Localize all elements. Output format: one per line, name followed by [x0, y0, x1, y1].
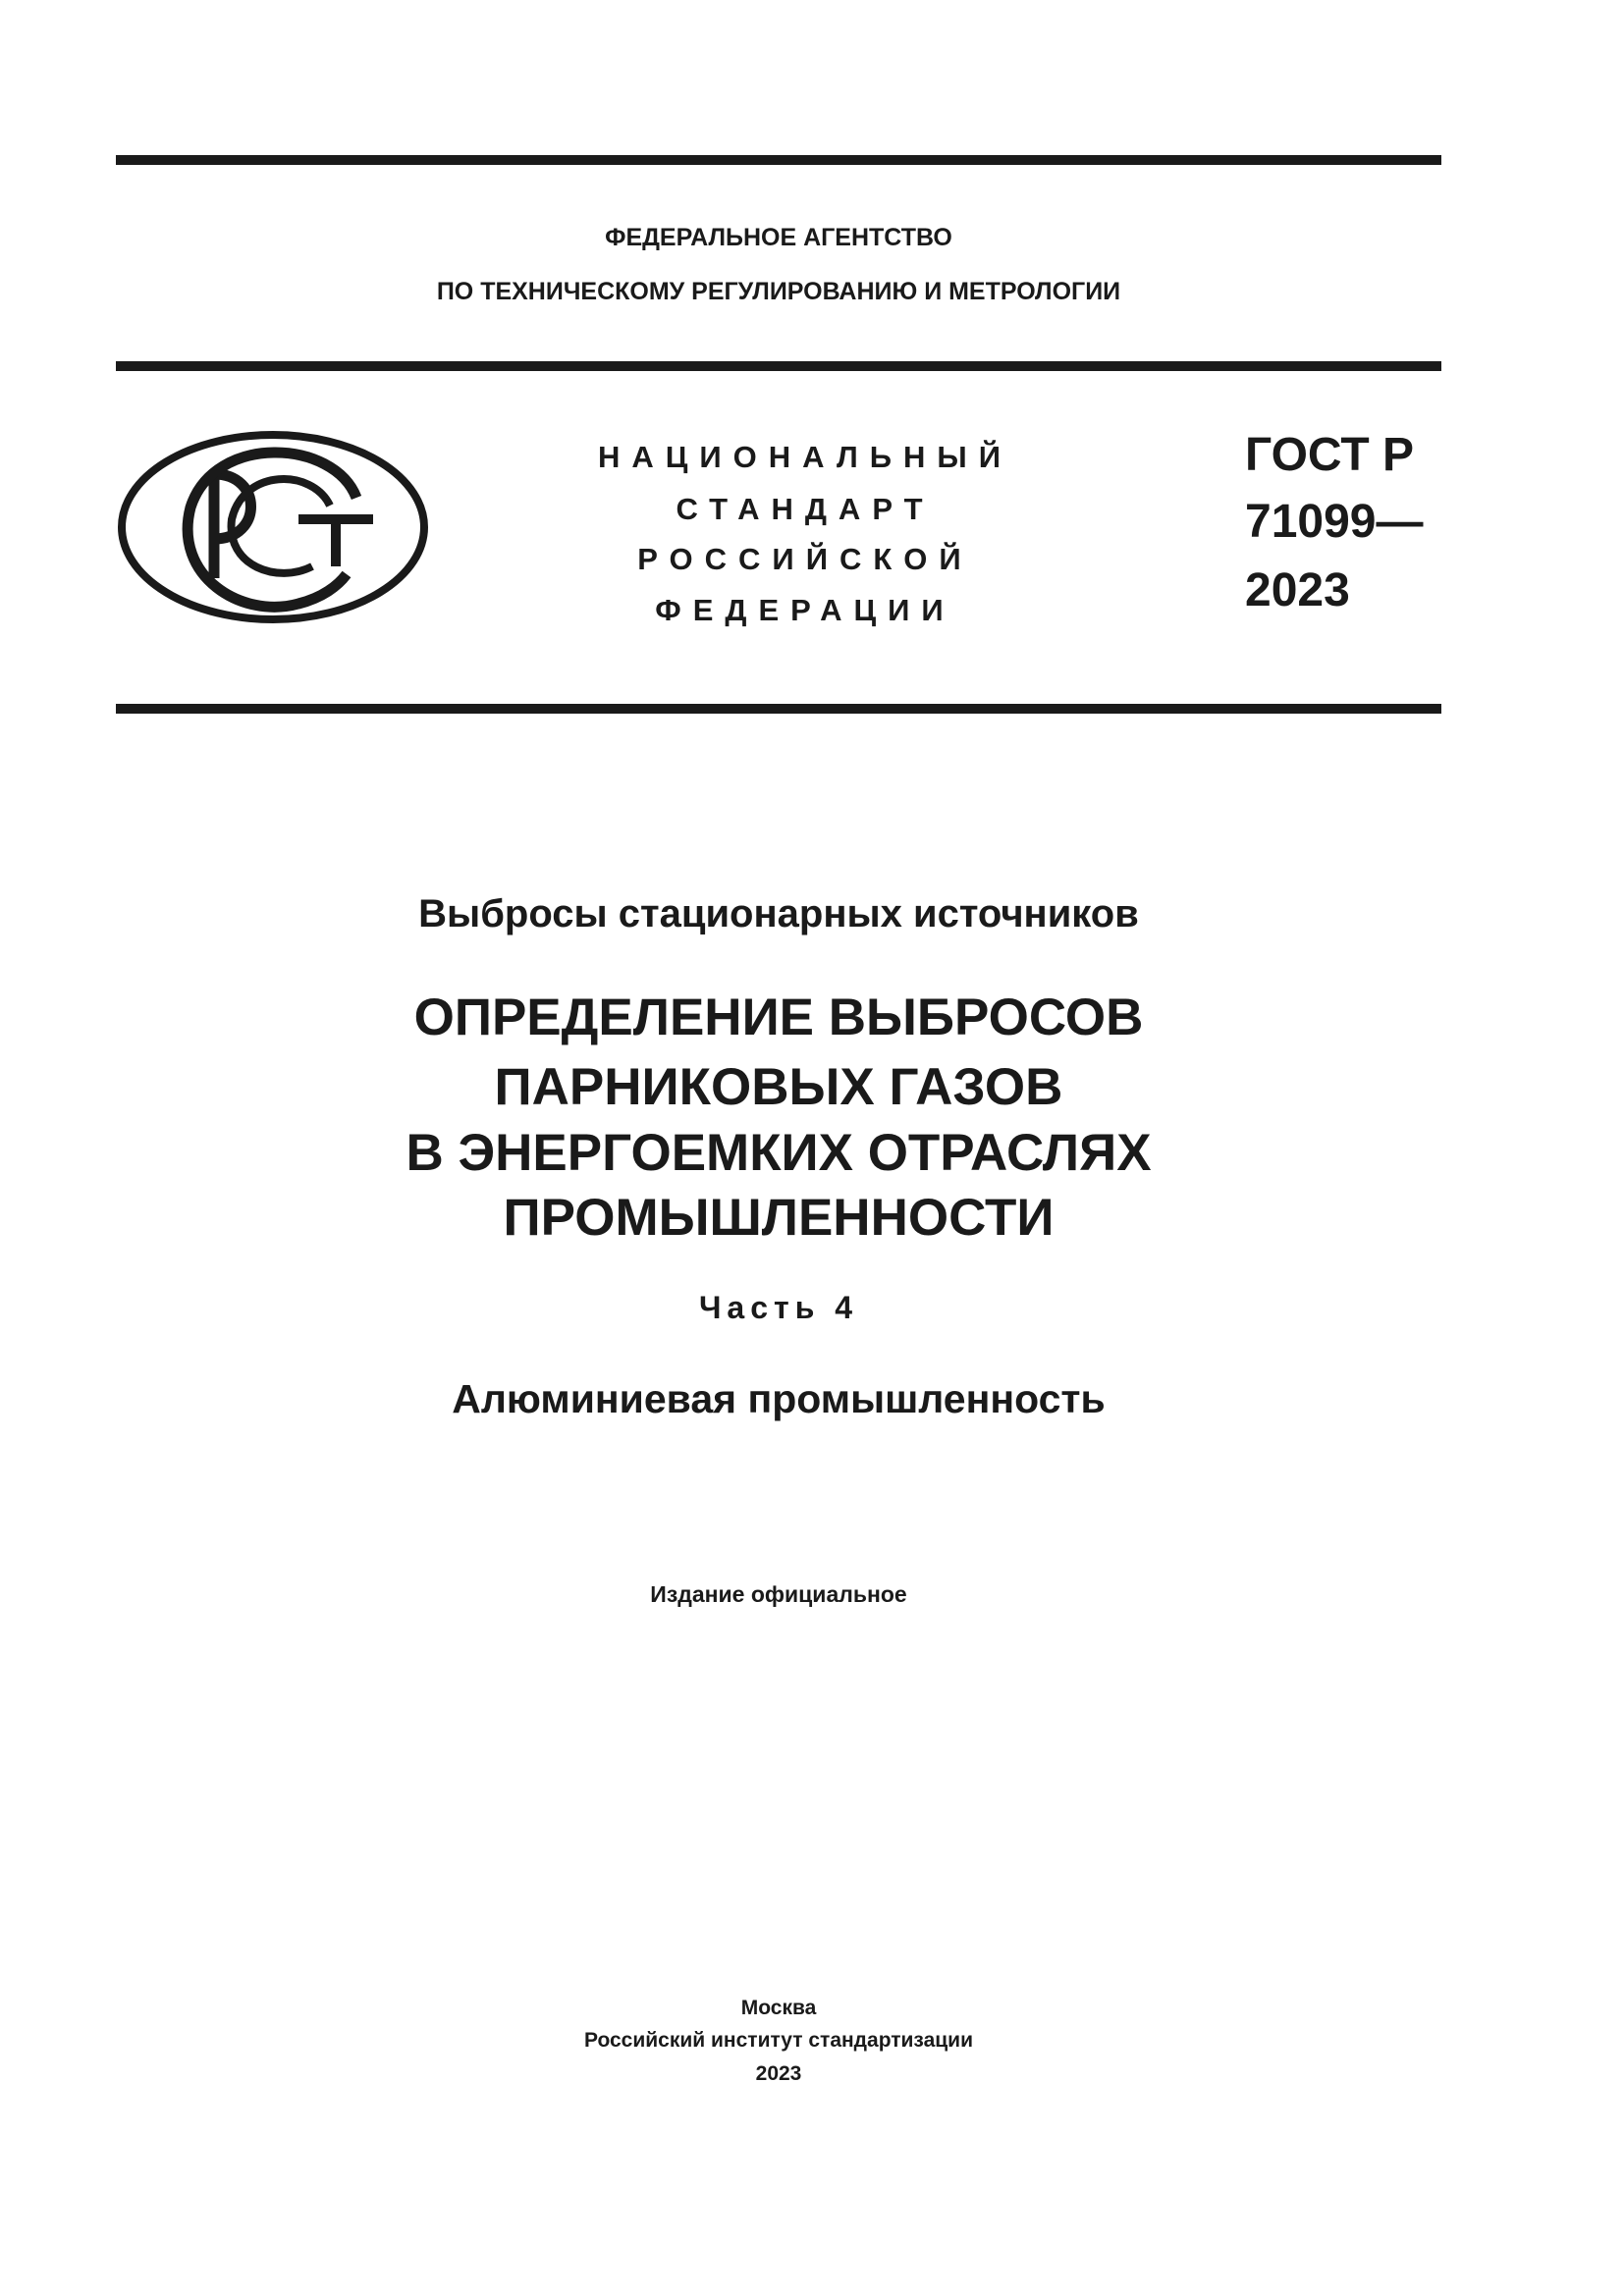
series-title: Выбросы стационарных источников: [418, 892, 1139, 935]
part-label: Часть 4: [698, 1290, 859, 1325]
part-subtitle: Алюминиевая промышленность: [452, 1376, 1106, 1421]
national-standard-line-3: РОССИЙСКОЙ: [637, 542, 973, 576]
agency-rule: [116, 361, 1441, 371]
national-standard-line-1: НАЦИОНАЛЬНЫЙ: [597, 440, 1013, 474]
main-title-line-2: ПАРНИКОВЫХ ГАЗОВ: [494, 1058, 1063, 1116]
gost-code-line-2: 71099—: [1245, 496, 1424, 548]
agency-line-1: ФЕДЕРАЛЬНОЕ АГЕНТСТВО: [605, 224, 952, 251]
agency-line-2: ПО ТЕХНИЧЕСКОМУ РЕГУЛИРОВАНИЮ И МЕТРОЛОГИИ: [436, 278, 1121, 305]
main-title-line-1: ОПРЕДЕЛЕНИЕ ВЫБРОСОВ: [413, 988, 1144, 1046]
national-standard-line-4: ФЕДЕРАЦИИ: [655, 593, 955, 627]
gost-code-line-3: 2023: [1245, 564, 1350, 616]
imprint-year: 2023: [755, 2062, 802, 2085]
gost-code-line-1: ГОСТ Р: [1245, 429, 1415, 481]
header-rule: [116, 704, 1441, 714]
rst-certification-mark-icon: [116, 429, 430, 625]
imprint-city: Москва: [740, 1997, 817, 2019]
main-title-line-4: ПРОМЫШЛЕННОСТИ: [503, 1189, 1055, 1247]
edition-note: Издание официальное: [650, 1581, 907, 1607]
top-rule: [116, 155, 1441, 165]
main-title-line-3: В ЭНЕРГОЕМКИХ ОТРАСЛЯХ: [406, 1124, 1152, 1182]
imprint-publisher: Российский институт стандартизации: [583, 2029, 974, 2052]
national-standard-line-2: СТАНДАРТ: [676, 492, 935, 526]
